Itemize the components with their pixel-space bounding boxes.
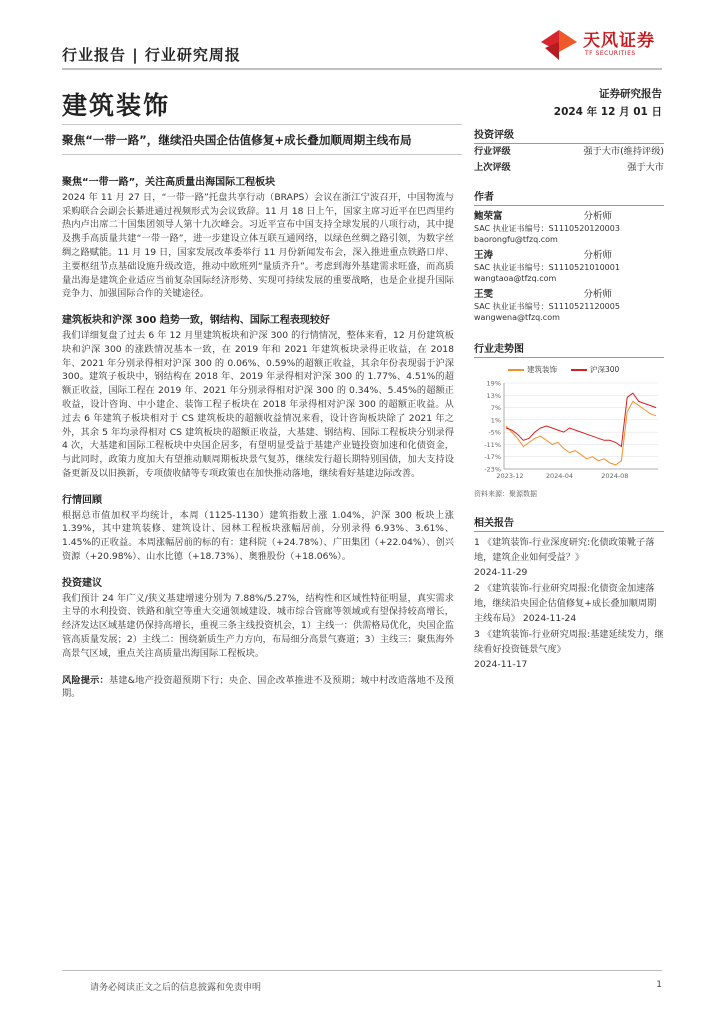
authors-heading: 作者 — [474, 188, 664, 206]
author-cert: SAC 执业证书编号：S1110521010001 — [474, 263, 620, 272]
tf-logo-icon — [533, 16, 583, 66]
y-tick-label: 1% — [490, 416, 501, 425]
section-text: 2024 年 11 月 27 日，“一带一路”托盘共享行动（BRAPS）会议在浙江宁波召开，中国物流与采购联合会副会长綦进通过视频形式为会议致辞。11 月 18 日上午，国家主席习近平在巴西里约热内卢出席二十国集团领导人第十九次峰会。习近平宣布中国支持全球发展的八项行动，其中提及携手高质量共建“一带一路”，进一步建设立体互联互通网络，以绿色丝绸之路引领，为数字丝绸之路赋能。11 月 19 日，国家发展改革委举行 11 月份新闻发布会，深入推进重点铁路口岸、主要枢纽节点基础设施升级改造，推动中欧班列“量质齐升”。考虑到海外基建需求旺盛，而高质量出海是建筑企业适应当前复杂国际经济形势、实现可持续发展的重要战略，也是企业提升国际竞争力、加强国际合作的关键途径。 — [62, 191, 454, 300]
rating-heading: 投资评级 — [474, 126, 664, 144]
x-tick-label: 2024-04 — [545, 472, 574, 480]
related-heading: 相关报告 — [474, 514, 664, 532]
rating-key: 行业评级 — [474, 146, 511, 157]
footer-divider — [62, 970, 662, 971]
sector-title: 建筑装饰 — [62, 91, 171, 120]
rating-row — [474, 144, 664, 160]
risk-label: 风险提示： — [62, 674, 109, 686]
header-divider — [62, 68, 662, 70]
related-date: 2024-11-17 — [474, 659, 528, 670]
section-review — [62, 494, 454, 564]
y-tick-label: 7% — [490, 404, 501, 413]
section-trend — [62, 314, 454, 481]
rating-value: 强于大市(维持评级) — [583, 146, 664, 157]
x-tick-label: 2023-12 — [496, 472, 524, 480]
section-heading: 建筑板块和沪深 300 趋势一致，钢结构、国际工程表现较好 — [62, 315, 330, 327]
author-name: 王涛 — [474, 250, 494, 261]
x-tick-label: 2024-08 — [601, 472, 629, 480]
report-date: 2024 年 12 月 01 日 — [553, 106, 662, 118]
legend-label-a: 建筑装饰 — [527, 365, 557, 374]
series-line-construction — [506, 401, 656, 465]
trend-heading: 行业走势图 — [474, 340, 664, 358]
section-heading: 投资建议 — [62, 577, 102, 589]
author-role: 分析师 — [583, 211, 612, 222]
report-type: 证券研究报告 — [599, 88, 662, 100]
trend-box — [474, 340, 664, 499]
headline: 聚焦“一带一路”，继续沿央国企估值修复+成长叠加顺周期主线布局 — [62, 133, 412, 147]
section-onebelt — [62, 176, 454, 301]
rating-key: 上次评级 — [474, 162, 511, 173]
related-box — [474, 514, 664, 672]
y-tick-label: -23% — [484, 465, 501, 474]
main-body — [62, 176, 454, 701]
legend-swatch-b — [571, 369, 587, 371]
author-entry — [474, 210, 664, 245]
section-heading: 聚焦“一带一路”，关注高质量出海国际工程板块 — [62, 177, 276, 188]
related-item[interactable] — [474, 581, 664, 626]
related-title[interactable]: 2 《建筑装饰-行业研究周报:化债资金加速落地，继续沿央国企估值修复+成长叠加顺周期主线布局》 2024-11-24 — [474, 583, 657, 624]
footer-disclaimer: 请务必阅读正文之后的信息披露和免责申明 — [90, 983, 262, 993]
author-role: 分析师 — [583, 289, 612, 300]
headline-top-rule — [62, 124, 462, 125]
rating-box — [474, 126, 664, 176]
legend-label-b: 沪深300 — [590, 365, 620, 374]
author-entry — [474, 288, 664, 323]
legend-swatch-a — [508, 369, 524, 371]
related-date: 2024-11-29 — [474, 567, 528, 578]
author-name: 鲍荣富 — [474, 211, 503, 222]
section-text: 我们预计 24 年广义/狭义基建增速分别为 7.88%/5.27%，结构性和区域性特征明显，真实需求主导的水利投资、铁路和航空等重大交通领域建设、城市综合管廊等领域或有望保持较高增长，经济发达区域基建仍保持高增长，重视三条主线投资机会，1）主线一：供需格局优化，央国企监管高质量发展；2）主线二：围绕新质生产力方向，布局细分高景气赛道；3）主线三：聚焦海外高景气区域，重点关注高质量出海国际工程板块。 — [62, 592, 454, 659]
author-email[interactable]: wangtaoa@tfzq.com — [474, 274, 557, 283]
related-date: 2024-11-24 — [522, 613, 577, 624]
section-text: 我们详细复盘了过去 6 年 12 月里建筑板块和沪深 300 的行情情况，整体来看，12 月份建筑板块和沪深 300 的涨跌情况基本一致，在 2019 年和 2021 年建筑板块录得正收益，在 2018 年、2021 年分别录得相对沪深 300 的 0.06%、0.59%的超额正收益，其余年份表现弱于沪深 300。建筑子板块中，钢结构在 2018 年、2019 年录得相对沪深 300 的 1.77%、4.51%的超额正收益，国际工程在 2019 年、2021 年分别录得相对沪深 300 的 0.34%、5.45%的超额正收益，设计咨询、中小建企、装饰工程子板块在 2018 年录得相对沪深 300 的超额正收益。从过去 6 年建筑子板块相对于 CS 建筑板块的超额收益情况来看，设计咨询板块除了 2021 年之外，其余 5 年均录得相对 CS 建筑板块的超额正收益，大基建、钢结构、国际工程板块分别录得 4 次，大基建和国际工程板块中央国企居多，有望明显受益于基建产业链投资加速和化债资金，与此同时，政策力度加大有望推动顺周期板块景气复苏，继续发行超长期特别国债，加大支持设备更新及以旧换新，专项债收储等专项政策也在加快推动落地，继续看好基建边际改善。 — [62, 329, 454, 479]
related-title[interactable]: 3 《建筑装饰-行业研究周报:基建延续发力，继续看好投资链景气度》 — [474, 629, 664, 655]
headline-bottom-rule — [62, 154, 462, 155]
y-tick-label: 19% — [486, 379, 501, 388]
trend-chart — [474, 377, 664, 487]
chart-source: 资料来源：聚源数据 — [474, 490, 537, 498]
related-item[interactable] — [474, 627, 664, 672]
legend-item-a — [508, 364, 557, 375]
rating-value: 强于大市 — [627, 162, 664, 173]
chart-legend — [508, 364, 664, 375]
rating-row — [474, 160, 664, 176]
author-role: 分析师 — [583, 250, 612, 261]
author-entry — [474, 249, 664, 284]
author-email[interactable]: baorongfu@tfzq.com — [474, 235, 558, 244]
report-category: 行业报告 | 行业研究周报 — [62, 46, 241, 64]
section-text: 根据总市值加权平均统计，本周（1125-1130）建筑指数上涨 1.04%，沪深 300 板块上涨 1.39%，其中建筑装修、建筑设计、园林工程板块涨幅居前，分别录得 6.93%、3.61%、1.45%的正收益。本周涨幅居前的标的有：建科院（+24.78%）、广田集团（+22.04%）、创兴资源（+20.98%）、山水比德（+18.73%）、奥雅股份（+18.06%）。 — [62, 509, 454, 562]
y-tick-label: -17% — [484, 453, 501, 462]
section-heading: 行情回顾 — [62, 494, 102, 506]
author-cert: SAC 执业证书编号：S1110520120003 — [474, 224, 620, 233]
page-number: 1 — [656, 980, 662, 990]
author-cert: SAC 执业证书编号：S1110521120005 — [474, 302, 620, 311]
y-tick-label: -5% — [488, 428, 501, 437]
authors-box — [474, 188, 664, 323]
tf-securities-logo — [533, 16, 663, 66]
y-tick-label: 13% — [486, 391, 501, 400]
logo-sub: TF SECURITIES — [585, 50, 636, 57]
y-tick-label: -11% — [484, 440, 501, 449]
author-name: 王雯 — [474, 289, 494, 300]
related-title[interactable]: 1 《建筑装饰-行业深度研究:化债政策靴子落地，建筑企业如何受益？》 — [474, 537, 655, 563]
risk-warning — [62, 674, 454, 702]
section-advice — [62, 577, 454, 661]
risk-text: 基建&地产投资超预期下行；央企、国企改革推进不及预期；城中村改造落地不及预期。 — [62, 674, 454, 700]
logo-name: 天风证券 — [583, 31, 655, 51]
author-email[interactable]: wangwena@tfzq.com — [474, 313, 560, 322]
related-item[interactable] — [474, 535, 664, 580]
legend-item-b — [571, 364, 619, 375]
